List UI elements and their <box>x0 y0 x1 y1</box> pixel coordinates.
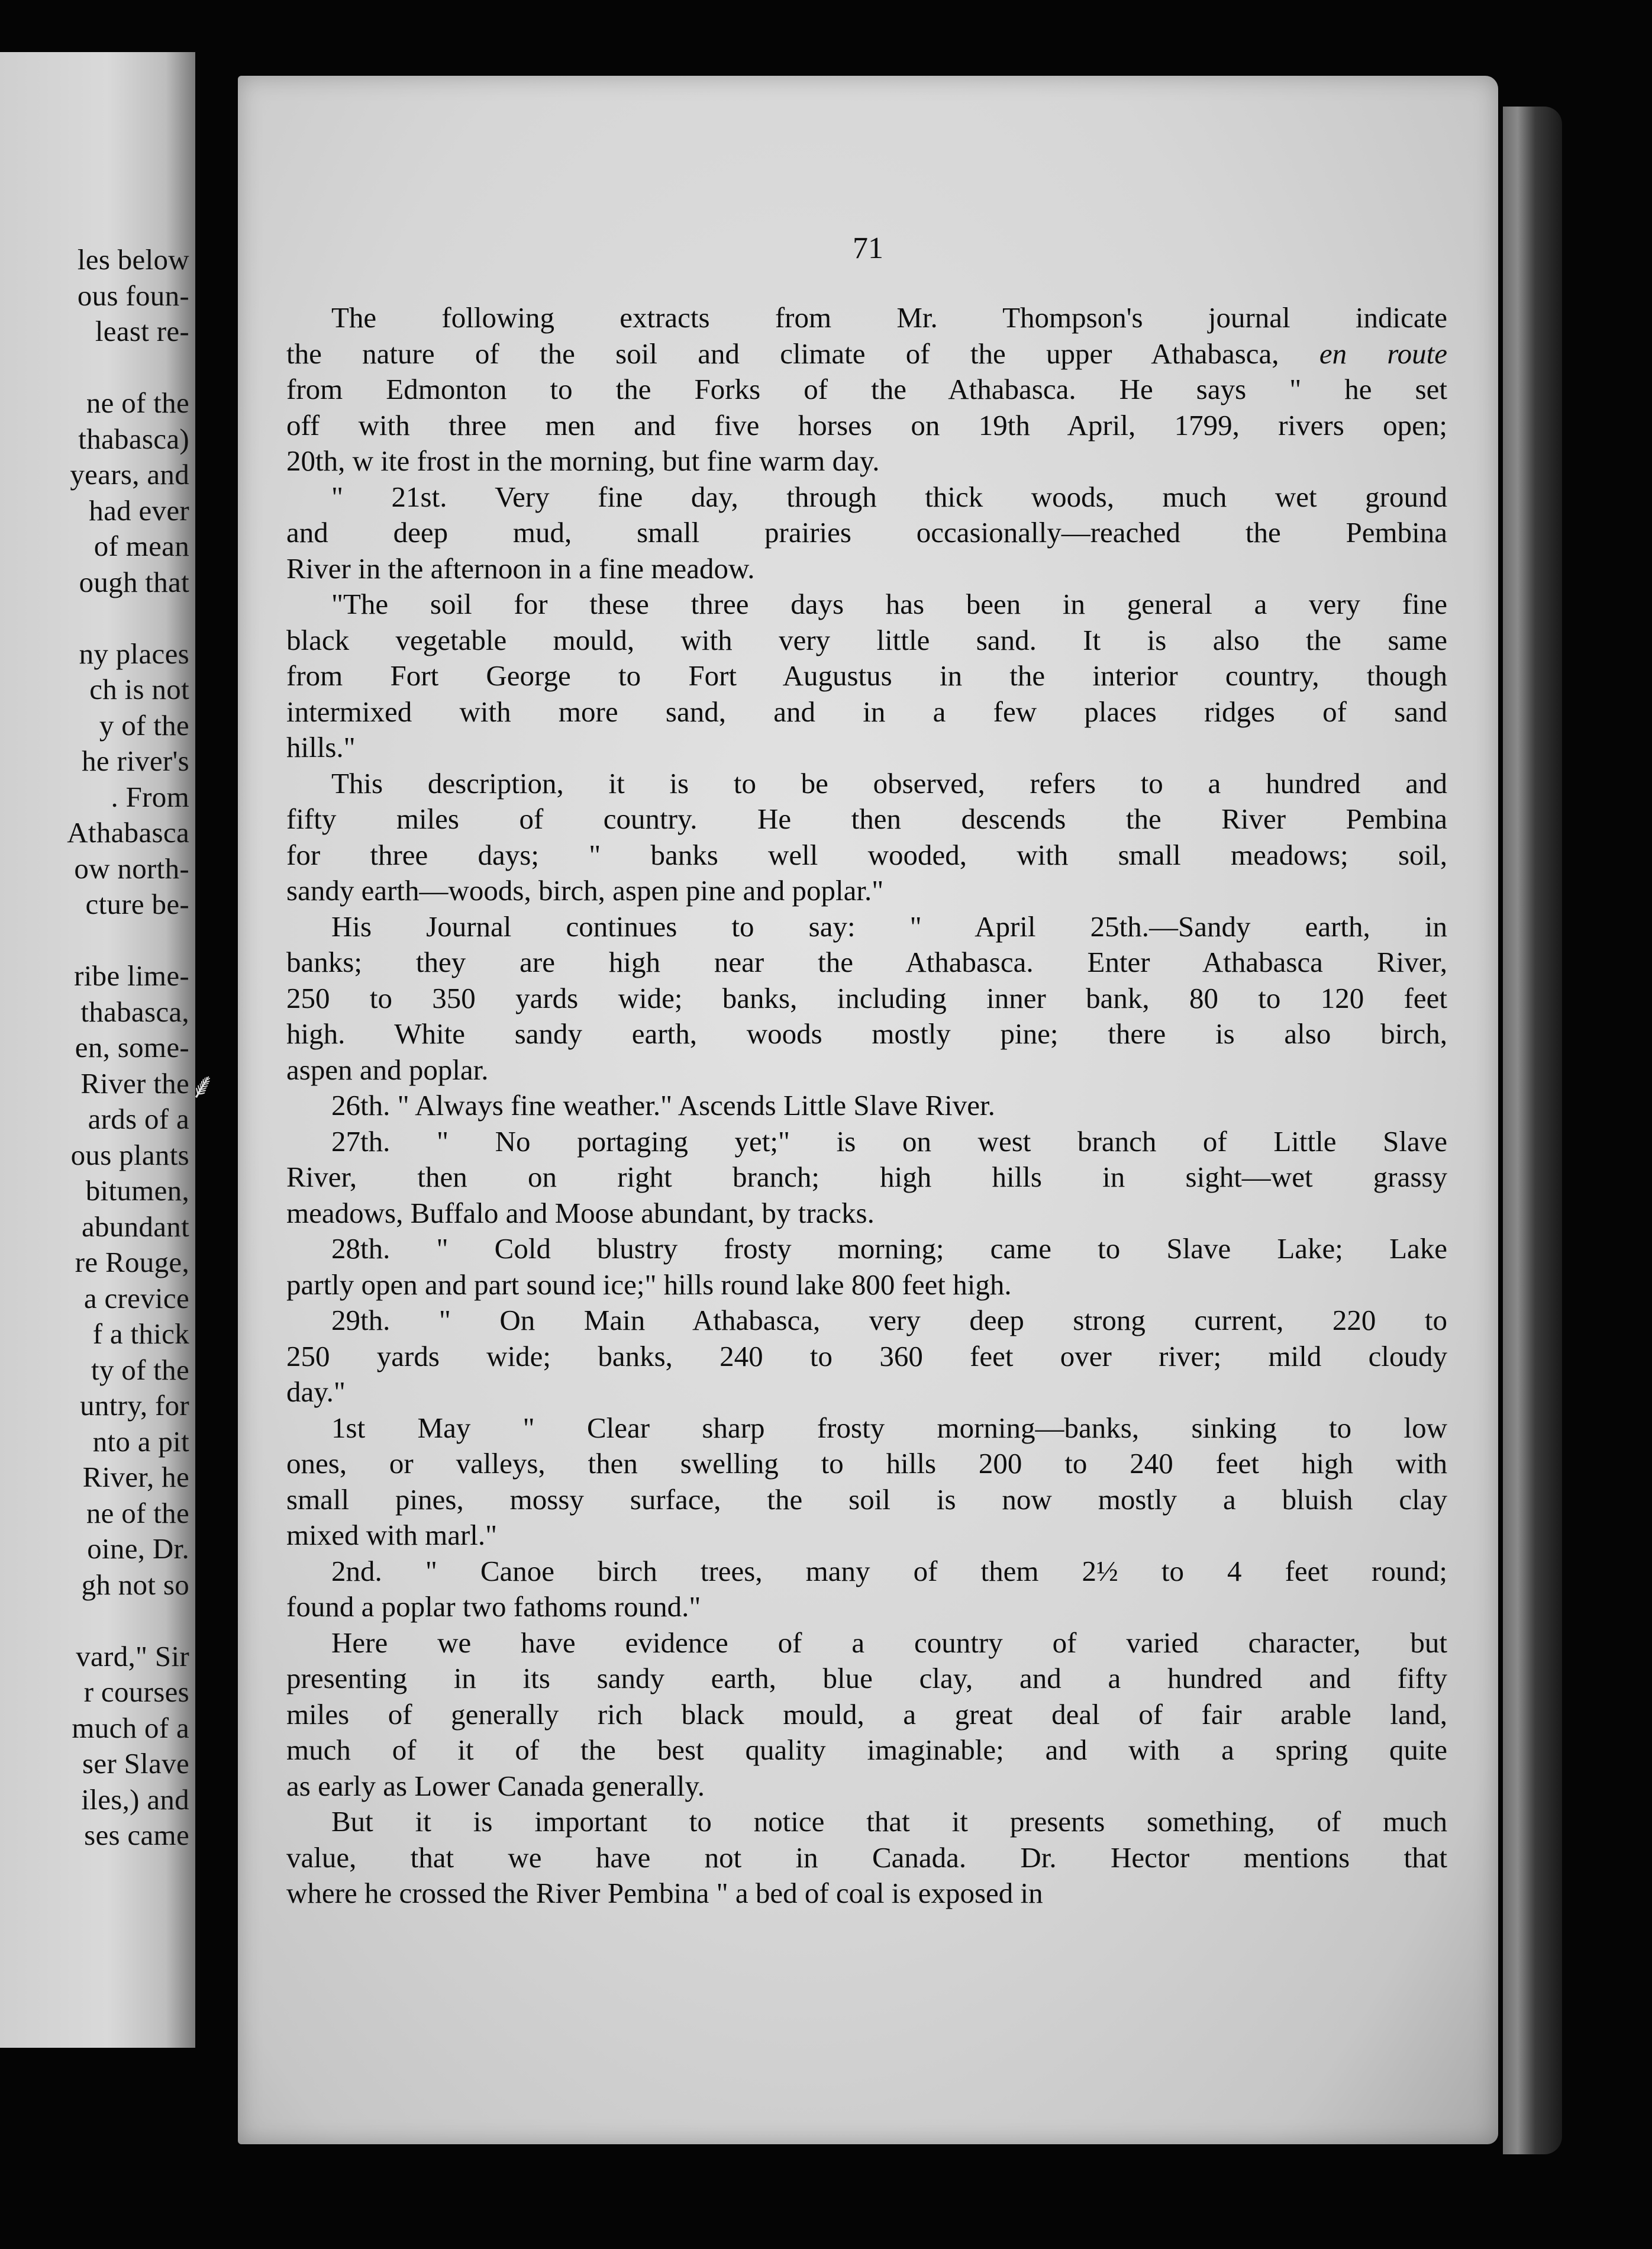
page-number: 71 <box>853 231 883 265</box>
text-line: sandy earth—woods, birch, aspen pine and poplar." <box>286 874 884 907</box>
text-line: much of it of the best quality imaginable; and with a spring quite <box>286 1734 1447 1766</box>
text-line: where he crossed the River Pembina " a bed of coal is exposed in <box>286 1877 1043 1909</box>
left-page-fragment <box>0 52 195 2048</box>
left-page-line: had ever <box>89 494 189 527</box>
book-fore-edge <box>1503 107 1562 2154</box>
text-line: River, then on right branch; high hills in sight—wet grassy <box>286 1161 1447 1193</box>
left-page-line: ses came <box>84 1819 189 1851</box>
text-line: high. White sandy earth, woods mostly pine; there is also birch, <box>286 1017 1447 1050</box>
left-page-line: iles,) and <box>81 1783 189 1816</box>
text-line: off with three men and five horses on 19th April, 1799, rivers open; <box>286 408 1447 442</box>
left-page-line: r courses <box>83 1676 189 1708</box>
left-page-line: ough that <box>79 565 189 598</box>
left-page-line: least re- <box>95 315 189 347</box>
left-page-line: ny places <box>79 637 189 670</box>
text-line: Here we have evidence of a country of varied character, but <box>331 1626 1447 1659</box>
left-page-line: ribe lime- <box>74 959 189 992</box>
text-line: ones, or valleys, then swelling to hills 200 to 240 feet high with <box>286 1447 1447 1480</box>
left-page-line: a crevice <box>83 1281 189 1314</box>
text-line: day." <box>286 1375 346 1408</box>
left-page-line: f a thick <box>92 1317 189 1350</box>
left-page-line: ous foun- <box>77 279 189 312</box>
text-line: 250 to 350 yards wide; banks, including inner bank, 80 to 120 feet <box>286 981 1447 1014</box>
left-page-line: thabasca) <box>78 422 189 455</box>
left-page-line: bitumen, <box>85 1174 189 1207</box>
text-line: 27th. " No portaging yet;" is on west branch of Little Slave <box>331 1124 1447 1158</box>
text-line: from Edmonton to the Forks of the Athabasca. He says " he set <box>286 373 1447 405</box>
left-page-line: ser Slave <box>82 1747 189 1780</box>
text-line: small pines, mossy surface, the soil is now mostly a bluish clay <box>286 1483 1447 1516</box>
page-71 <box>238 76 1498 2144</box>
text-line: But it is important to notice that it presents something, of much <box>331 1805 1447 1838</box>
text-line: mixed with marl." <box>286 1519 498 1551</box>
text-line: 20th, w ite frost in the morning, but fine warm day. <box>286 444 880 477</box>
text-line: aspen and poplar. <box>286 1053 489 1086</box>
text-line: partly open and part sound ice;" hills round lake 800 feet high. <box>286 1268 1012 1301</box>
text-line: as early as Lower Canada generally. <box>286 1769 705 1802</box>
text-line: River in the afternoon in a fine meadow. <box>286 552 755 585</box>
left-page-line: y of the <box>99 708 189 742</box>
left-page-line: ne of the <box>86 1496 189 1529</box>
text-line: " 21st. Very fine day, through thick woods, much wet ground <box>331 480 1447 513</box>
text-line: value, that we have not in Canada. Dr. Hector mentions that <box>286 1841 1447 1874</box>
text-line: found a poplar two fathoms round." <box>286 1590 701 1623</box>
left-page-line: ty of the <box>91 1353 189 1386</box>
text-line: 1st May " Clear sharp frosty morning—banks, sinking to low <box>331 1411 1447 1444</box>
text-line: intermixed with more sand, and in a few places ridges of sand <box>286 695 1447 728</box>
text-line: hills." <box>286 731 356 763</box>
left-page-line: thabasca, <box>80 995 189 1028</box>
left-page-line: abundant <box>81 1210 189 1243</box>
left-page-line: years, and <box>70 458 189 491</box>
left-page-line: les below <box>77 243 189 276</box>
left-page-line: nto a pit <box>92 1425 189 1458</box>
left-page-line: much of a <box>72 1711 189 1744</box>
left-page-line: Athabasca <box>67 816 189 849</box>
text-line: banks; they are high near the Athabasca. Enter Athabasca River, <box>286 946 1447 978</box>
left-page-line: River, he <box>82 1461 189 1493</box>
text-line: 2nd. " Canoe birch trees, many of them 2½ to 4 feet round; <box>331 1554 1447 1587</box>
gutter-mark: ⸙ <box>189 1066 216 1106</box>
text-line: black vegetable mould, with very little sand. It is also the same <box>286 623 1447 656</box>
text-segment: the nature of the soil and climate of the upper Athabasca, <box>286 337 1319 370</box>
left-page-line: untry, for <box>80 1389 189 1422</box>
text-line: 26th. " Always fine weather." Ascends Little Slave River. <box>331 1089 995 1122</box>
left-page-line: ne of the <box>86 386 189 419</box>
text-line: miles of generally rich black mould, a great deal of fair arable land, <box>286 1697 1447 1731</box>
text-line: from Fort George to Fort Augustus in the interior country, though <box>286 659 1447 692</box>
text-line: 28th. " Cold blustry frosty morning; came to Slave Lake; Lake <box>331 1232 1447 1265</box>
left-page-line: gh not so <box>81 1568 189 1601</box>
text-line: meadows, Buffalo and Moose abundant, by tracks. <box>286 1196 875 1229</box>
text-line: fifty miles of country. He then descends the River Pembina <box>286 803 1447 835</box>
left-page-line: he river's <box>82 745 189 777</box>
left-page-line: cture be- <box>85 888 189 920</box>
left-page-line: River the <box>80 1066 189 1100</box>
text-line: and deep mud, small prairies occasionally—reached the Pembina <box>286 516 1447 549</box>
text-line: 250 yards wide; banks, 240 to 360 feet over river; mild cloudy <box>286 1339 1447 1372</box>
text-line: 29th. " On Main Athabasca, very deep strong current, 220 to <box>331 1304 1447 1336</box>
text-line: His Journal continues to say: " April 25th.—Sandy earth, in <box>331 910 1447 943</box>
italic-phrase: en route <box>1319 337 1447 370</box>
left-page-line: ch is not <box>89 673 189 705</box>
text-line: "The soil for these three days has been in general a very fine <box>331 588 1447 620</box>
left-page-line: ards of a <box>88 1103 189 1135</box>
left-page-line: ow north- <box>74 852 189 885</box>
text-line: presenting in its sandy earth, blue clay, and a hundred and fifty <box>286 1662 1447 1694</box>
left-page-line: oine, Dr. <box>87 1532 189 1565</box>
left-page-line: re Rouge, <box>75 1246 189 1278</box>
left-page-line: . From <box>111 780 189 813</box>
text-line: The following extracts from Mr. Thompson's journal indicate <box>331 301 1447 334</box>
text-line: for three days; " banks well wooded, with small meadows; soil, <box>286 838 1447 871</box>
text-line: This description, it is to be observed, refers to a hundred and <box>331 766 1447 800</box>
left-page-line: en, some- <box>75 1031 189 1064</box>
left-page-line: vard," Sir <box>76 1639 189 1673</box>
text-line <box>286 336 1447 372</box>
left-page-line: ous plants <box>70 1138 189 1171</box>
left-page-line: of mean <box>93 530 189 562</box>
